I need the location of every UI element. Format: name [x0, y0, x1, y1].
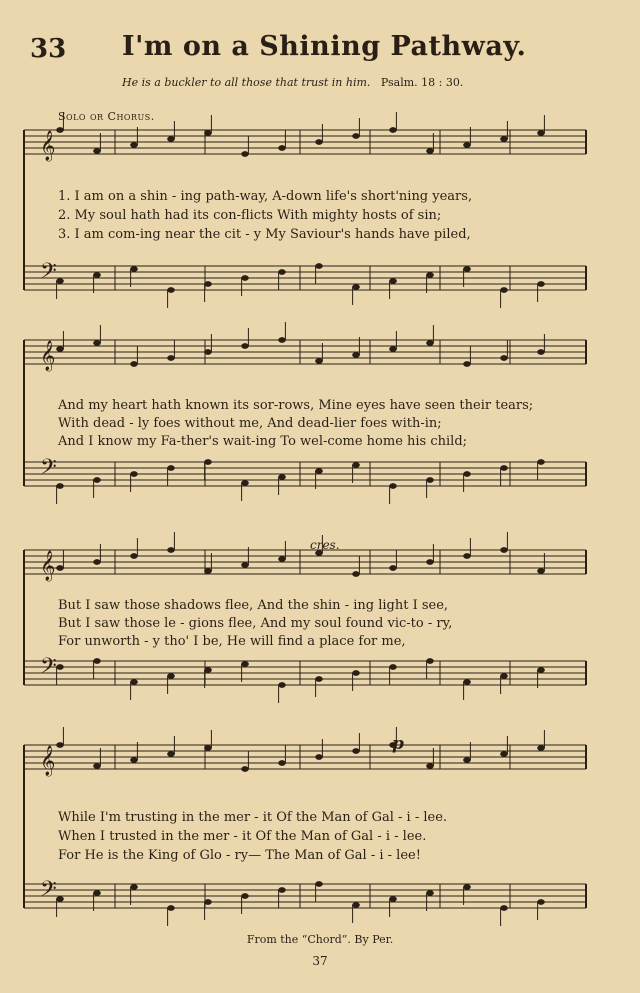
note-head	[204, 568, 211, 573]
note-head	[537, 667, 544, 672]
note-head	[315, 676, 322, 681]
note-head	[56, 278, 63, 283]
dynamic-crescendo: cres.	[310, 538, 340, 552]
note-head	[56, 565, 63, 570]
clef-icon: 𝄞	[40, 551, 56, 581]
note-head	[352, 670, 359, 675]
note-head	[389, 346, 396, 351]
note-head	[500, 751, 507, 756]
note-head	[241, 480, 248, 485]
lyric-verse-3: 3. I am com-ing near the cit - y My Saviour's hands have piled,	[58, 227, 471, 242]
note-head	[167, 547, 174, 552]
note-head	[93, 272, 100, 277]
note-head	[93, 890, 100, 895]
note-head	[167, 673, 174, 678]
note-head	[537, 745, 544, 750]
note-head	[130, 142, 137, 147]
note-head	[204, 899, 211, 904]
clef-icon: 𝄞	[40, 341, 56, 371]
note-head	[426, 658, 433, 663]
note-head	[315, 468, 322, 473]
note-head	[167, 751, 174, 756]
note-head	[500, 287, 507, 292]
note-head	[241, 893, 248, 898]
note-head	[56, 896, 63, 901]
note-head	[130, 679, 137, 684]
note-head	[463, 679, 470, 684]
note-head	[537, 568, 544, 573]
note-head	[315, 881, 322, 886]
hymn-number: 33	[30, 34, 67, 64]
note-head	[352, 462, 359, 467]
note-head	[130, 361, 137, 366]
note-head	[130, 884, 137, 889]
note-head	[278, 145, 285, 150]
lyric-verse-1: And my heart hath known its sor-rows, Mine eyes have seen their tears;	[58, 398, 534, 413]
clef-icon: 𝄢	[40, 654, 57, 684]
voice-label: Solo or Chorus.	[58, 110, 155, 123]
note-head	[426, 559, 433, 564]
note-head	[500, 465, 507, 470]
note-head	[389, 896, 396, 901]
note-head	[241, 343, 248, 348]
note-head	[241, 766, 248, 771]
note-head	[241, 562, 248, 567]
note-head	[463, 361, 470, 366]
lyric-verse-3: And I know my Fa-ther's wait-ing To wel-come home his child;	[58, 434, 468, 449]
note-head	[426, 763, 433, 768]
note-head	[537, 349, 544, 354]
dynamic-piano: p	[392, 734, 404, 754]
note-head	[352, 352, 359, 357]
note-head	[167, 905, 174, 910]
note-head	[537, 459, 544, 464]
note-head	[389, 664, 396, 669]
note-head	[278, 682, 285, 687]
note-head	[278, 269, 285, 274]
note-head	[315, 263, 322, 268]
note-head	[352, 571, 359, 576]
note-head	[278, 556, 285, 561]
note-head	[463, 884, 470, 889]
note-head	[537, 130, 544, 135]
note-head	[130, 471, 137, 476]
note-head	[426, 477, 433, 482]
note-head	[204, 281, 211, 286]
note-head	[315, 358, 322, 363]
note-head	[56, 127, 63, 132]
note-head	[463, 757, 470, 762]
lyric-verse-2: When I trusted in the mer - it Of the Man of Gal - i - lee.	[58, 829, 427, 844]
source-credit: From the “Chord”. By Per.	[246, 933, 394, 946]
note-head	[426, 148, 433, 153]
note-head	[130, 553, 137, 558]
note-head	[389, 278, 396, 283]
scripture-reference: Psalm. 18 : 30.	[380, 76, 464, 89]
lyric-verse-3: For He is the King of Glo - ry— The Man of Gal - i - lee!	[58, 848, 421, 863]
note-head	[463, 553, 470, 558]
note-head	[130, 266, 137, 271]
note-head	[93, 477, 100, 482]
lyric-verse-1: 1. I am on a shin - ing path-way, A-down life's short'ning years,	[58, 189, 473, 204]
note-head	[500, 355, 507, 360]
note-head	[389, 127, 396, 132]
clef-icon: 𝄢	[40, 259, 57, 289]
note-head	[241, 151, 248, 156]
note-head	[93, 763, 100, 768]
note-head	[278, 887, 285, 892]
note-head	[93, 559, 100, 564]
hymn-title: I'm on a Shining Pathway.	[122, 31, 527, 62]
note-head	[241, 661, 248, 666]
lyric-verse-2: 2. My soul hath had its con-flicts With mighty hosts of sin;	[58, 208, 442, 223]
note-head	[167, 136, 174, 141]
note-head	[389, 565, 396, 570]
note-head	[56, 346, 63, 351]
note-head	[204, 349, 211, 354]
clef-icon: 𝄢	[40, 455, 57, 485]
note-head	[315, 754, 322, 759]
note-head	[204, 745, 211, 750]
note-head	[537, 281, 544, 286]
lyric-verse-1: While I'm trusting in the mer - it Of the Man of Gal - i - lee.	[58, 810, 448, 825]
note-head	[278, 760, 285, 765]
note-head	[352, 748, 359, 753]
scripture-epigraph	[122, 76, 463, 89]
note-head	[463, 142, 470, 147]
note-head	[130, 757, 137, 762]
note-head	[426, 272, 433, 277]
note-head	[352, 133, 359, 138]
note-head	[315, 139, 322, 144]
page-number: 37	[312, 954, 328, 968]
note-head	[500, 136, 507, 141]
note-head	[426, 890, 433, 895]
note-head	[352, 284, 359, 289]
lyric-verse-2: With dead - ly foes without me, And dead-lier foes with-in;	[58, 416, 442, 431]
clef-icon: 𝄢	[40, 877, 57, 907]
lyric-verse-2: But I saw those le - gions flee, And my soul found vic-to - ry,	[58, 616, 453, 631]
note-head	[426, 340, 433, 345]
note-head	[204, 459, 211, 464]
note-head	[500, 673, 507, 678]
lyric-verse-1: But I saw those shadows flee, And the shin - ing light I see,	[58, 598, 449, 613]
clef-icon: 𝄞	[40, 746, 56, 776]
note-head	[93, 658, 100, 663]
note-head	[204, 130, 211, 135]
note-head	[93, 148, 100, 153]
note-head	[93, 340, 100, 345]
note-head	[167, 465, 174, 470]
clef-icon: 𝄞	[40, 131, 56, 161]
note-head	[167, 287, 174, 292]
note-head	[278, 474, 285, 479]
note-head	[463, 471, 470, 476]
lyric-verse-3: For unworth - y tho' I be, He will find a place for me,	[58, 634, 406, 649]
note-head	[500, 905, 507, 910]
note-head	[500, 547, 507, 552]
scripture-quote: He is a buckler to all those that trust in him.	[122, 76, 371, 89]
note-head	[56, 664, 63, 669]
note-head	[389, 483, 396, 488]
note-head	[278, 337, 285, 342]
note-head	[204, 667, 211, 672]
note-head	[167, 355, 174, 360]
note-head	[537, 899, 544, 904]
note-head	[241, 275, 248, 280]
note-head	[352, 902, 359, 907]
note-head	[56, 483, 63, 488]
note-head	[56, 742, 63, 747]
note-head	[463, 266, 470, 271]
